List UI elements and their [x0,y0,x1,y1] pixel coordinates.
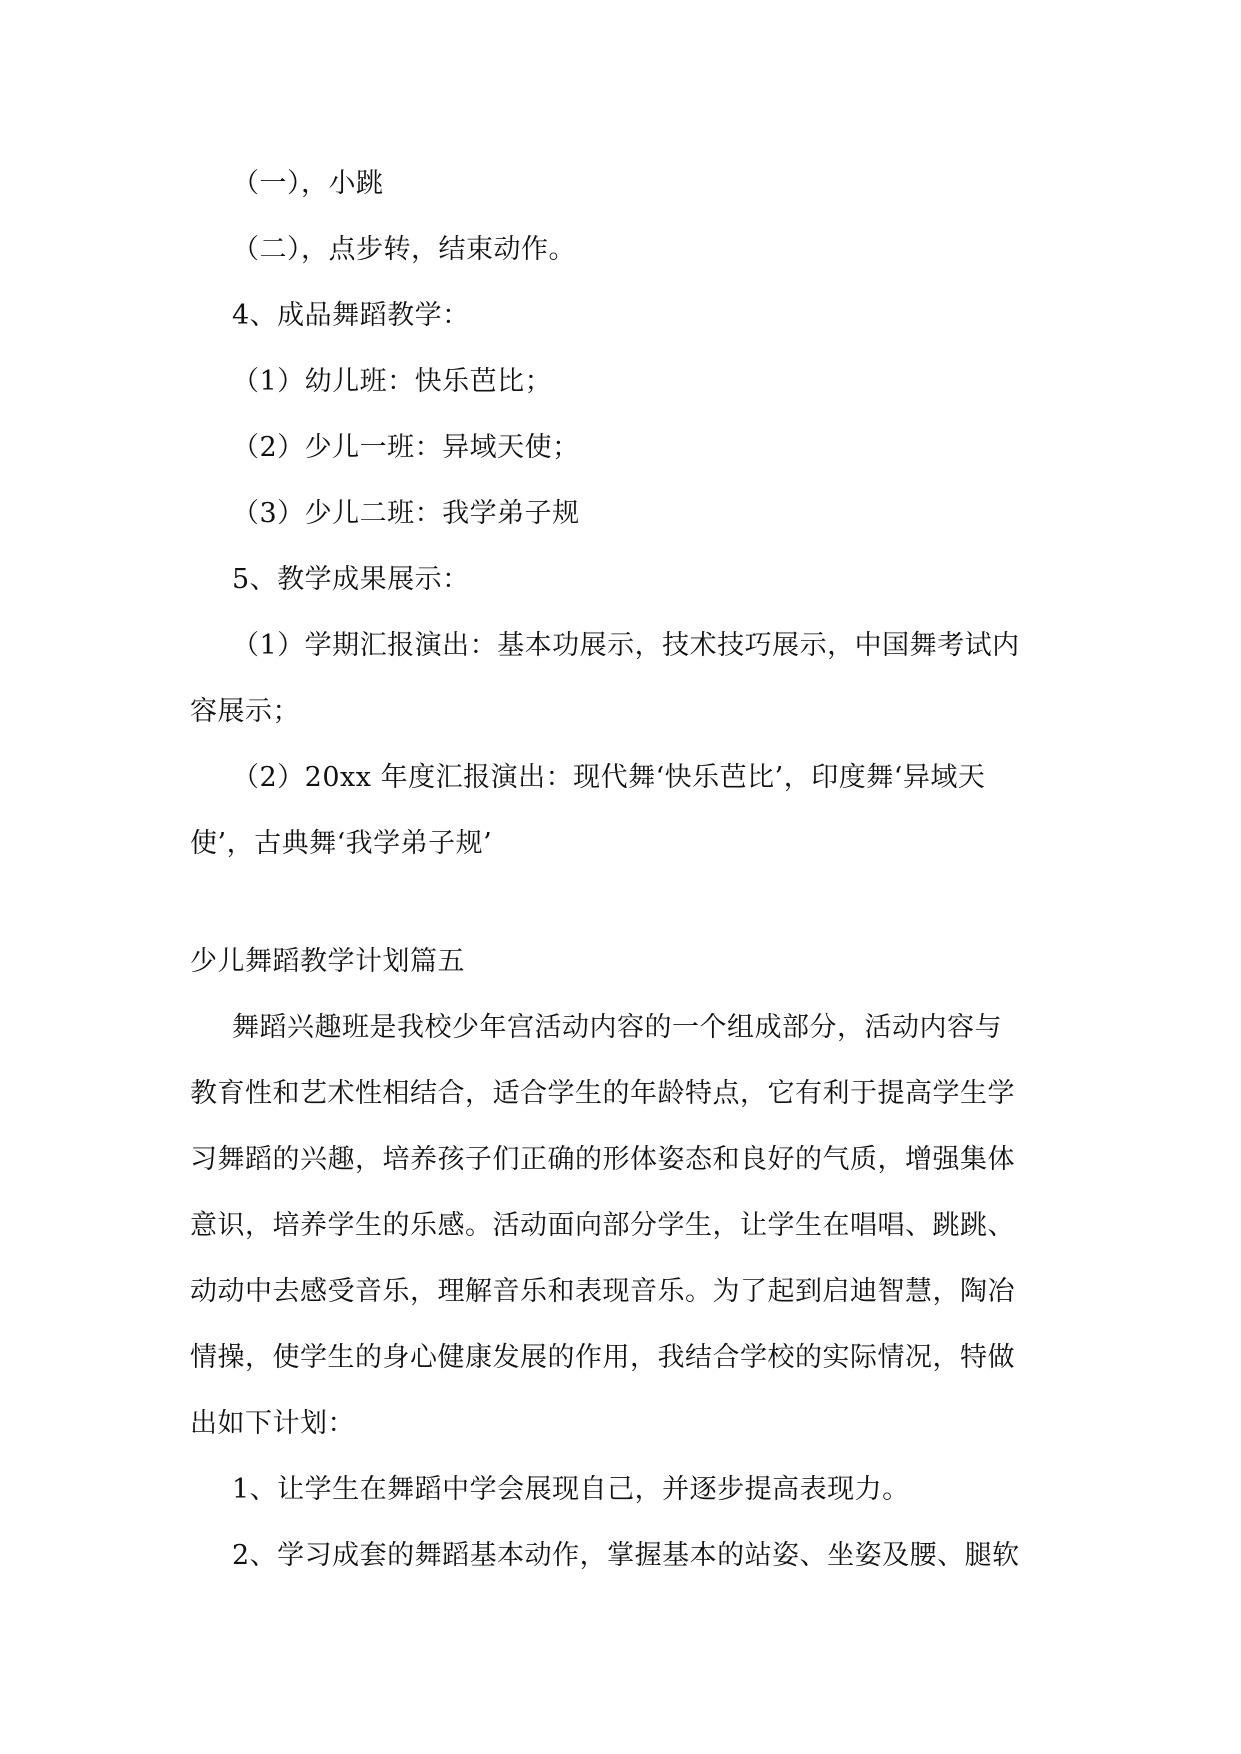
text-line: （2）20xx 年度汇报演出：现代舞‘快乐芭比’，印度舞‘异域天 [232,762,986,793]
text-line: 教育性和艺术性相结合，适合学生的年龄特点，它有利于提高学生学 [190,1078,1015,1109]
text-line: （1）幼儿班：快乐芭比； [232,366,553,397]
text-line: 使’，古典舞‘我学弟子规’ [190,828,493,859]
text-line: （3）少儿二班：我学弟子规 [232,498,580,529]
text-line: 习舞蹈的兴趣，培养孩子们正确的形体姿态和良好的气质，增强集体 [190,1144,1015,1175]
text-line: （一），小跳 [232,168,384,199]
text-line: 5、教学成果展示： [232,564,470,595]
text-line: （1）学期汇报演出：基本功展示，技术技巧展示，中国舞考试内 [232,630,1020,661]
text-line: 4、成品舞蹈教学： [232,300,470,331]
text-line: 舞蹈兴趣班是我校少年宫活动内容的一个组成部分，活动内容与 [232,1012,1002,1043]
text-line: （二），点步转，结束动作。 [232,234,576,265]
text-line: 1、让学生在舞蹈中学会展现自己，并逐步提高表现力。 [232,1474,910,1505]
text-line: 出如下计划： [190,1408,355,1439]
text-line: 情操，使学生的身心健康发展的作用，我结合学校的实际情况，特做 [190,1342,1015,1373]
text-line: 动动中去感受音乐，理解音乐和表现音乐。为了起到启迪智慧，陶冶 [190,1276,1015,1307]
text-line: （2）少儿一班：异域天使； [232,432,580,463]
text-line: 2、学习成套的舞蹈基本动作，掌握基本的站姿、坐姿及腰、腿软 [232,1540,1020,1571]
text-line: 容展示； [190,696,300,727]
section-heading: 少儿舞蹈教学计划篇五 [190,946,465,977]
text-line: 意识，培养学生的乐感。活动面向部分学生，让学生在唱唱、跳跳、 [190,1210,1015,1241]
